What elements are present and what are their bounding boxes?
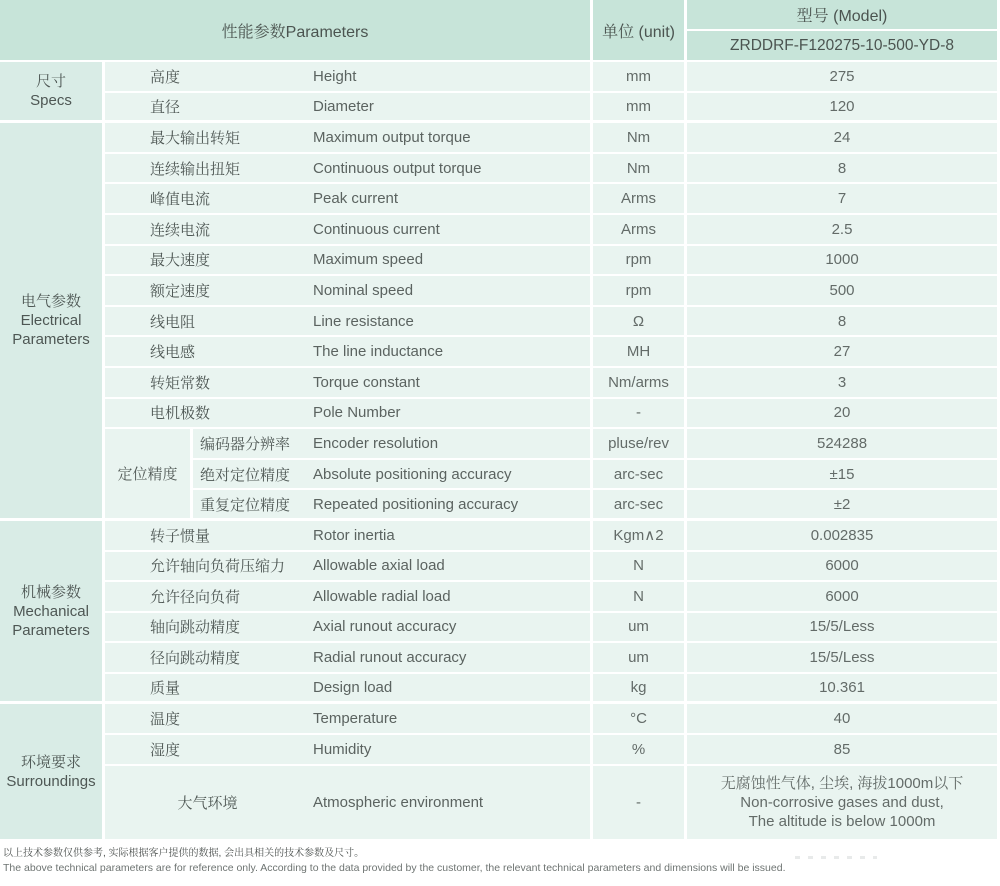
- value-cell: 1000: [687, 246, 1000, 277]
- value-cell: 8: [687, 307, 1000, 338]
- unit-cell: kg: [593, 674, 687, 705]
- table-row: [0, 704, 1000, 735]
- value-cell: 8: [687, 154, 1000, 185]
- param-name-en: Design load: [313, 679, 393, 697]
- unit-cell: mm: [593, 93, 687, 124]
- param-name-en: Continuous output torque: [313, 159, 482, 177]
- table-row: [0, 521, 1000, 552]
- model-number: ZRDDRF-F120275-10-500-YD-8: [687, 31, 1000, 62]
- param-name-zh: 湿度: [150, 741, 181, 759]
- model-header: 型号 (Model): [687, 0, 1000, 31]
- param-name-cell: [193, 429, 593, 460]
- param-name-cell: [193, 460, 593, 491]
- unit-header: 单位 (unit): [593, 0, 687, 62]
- table-row: [0, 766, 1000, 842]
- unit-cell: °C: [593, 704, 687, 735]
- table-row: [0, 307, 1000, 338]
- value-line: The altitude is below 1000m: [748, 812, 936, 830]
- param-name-cell: [105, 215, 593, 246]
- value-cell: 500: [687, 276, 1000, 307]
- unit-cell: arc-sec: [593, 490, 687, 521]
- value-cell: 40: [687, 704, 1000, 735]
- section-group-cell: [0, 62, 105, 123]
- param-name-en: Repeated positioning accuracy: [313, 495, 519, 513]
- value-cell: [687, 766, 1000, 842]
- param-name-en: Encoder resolution: [313, 434, 439, 452]
- param-name-cell: [105, 399, 593, 430]
- table-row: [0, 582, 1000, 613]
- param-name-cell: [105, 704, 593, 735]
- value-cell: ±2: [687, 490, 1000, 521]
- unit-cell: -: [593, 766, 687, 842]
- param-name-cell: [105, 246, 593, 277]
- param-name-en: Axial runout accuracy: [313, 618, 457, 636]
- value-cell: 3: [687, 368, 1000, 399]
- unit-cell: rpm: [593, 276, 687, 307]
- param-name-cell: [105, 337, 593, 368]
- param-name-en: Absolute positioning accuracy: [313, 465, 512, 483]
- param-name-cell: [105, 93, 593, 124]
- unit-cell: Nm: [593, 154, 687, 185]
- param-name-cell: [105, 552, 593, 583]
- value-cell: 10.361: [687, 674, 1000, 705]
- section-group-cell: [0, 123, 105, 521]
- table-row: [0, 93, 1000, 124]
- param-name-cell: [105, 613, 593, 644]
- param-name-en: Torque constant: [313, 373, 420, 391]
- unit-cell: rpm: [593, 246, 687, 277]
- value-cell: 15/5/Less: [687, 643, 1000, 674]
- table-row: [0, 613, 1000, 644]
- param-name-en: Nominal speed: [313, 281, 414, 299]
- param-name-cell: [105, 368, 593, 399]
- unit-cell: Nm: [593, 123, 687, 154]
- param-name-zh: 绝对定位精度: [200, 466, 291, 484]
- unit-cell: pluse/rev: [593, 429, 687, 460]
- param-name-zh: 轴向跳动精度: [150, 619, 241, 637]
- param-name-cell: [105, 184, 593, 215]
- value-line: Non-corrosive gases and dust,: [740, 793, 944, 811]
- value-cell: 20: [687, 399, 1000, 430]
- param-name-en: Radial runout accuracy: [313, 649, 467, 667]
- param-name-cell: [105, 735, 593, 766]
- param-name-en: Humidity: [313, 740, 372, 758]
- value-cell: 524288: [687, 429, 1000, 460]
- param-name-zh: 高度: [150, 68, 181, 86]
- parameters-header: 性能参数Parameters: [0, 0, 593, 62]
- footnote-en: The above technical parameters are for reference only. According to the data provided by the customer, the relevant technical parameters and dimensions will be issued.: [3, 861, 786, 874]
- param-name-cell: [105, 521, 593, 552]
- table-row: [0, 123, 1000, 154]
- table-row: [0, 643, 1000, 674]
- subgroup-cell: 定位精度: [105, 429, 193, 521]
- param-name-en: Line resistance: [313, 312, 414, 330]
- param-name-cell: [105, 582, 593, 613]
- value-cell: 0.002835: [687, 521, 1000, 552]
- section-label-en: Surroundings: [6, 772, 96, 790]
- table-row: [0, 735, 1000, 766]
- table-row: [0, 246, 1000, 277]
- param-name-zh: 重复定位精度: [200, 496, 291, 514]
- table-header: [0, 0, 1000, 62]
- param-name-cell: [105, 307, 593, 338]
- value-cell: 6000: [687, 582, 1000, 613]
- param-name-zh: 编码器分辨率: [200, 435, 291, 453]
- value-cell: ±15: [687, 460, 1000, 491]
- table-row: [0, 215, 1000, 246]
- section-label-en: Specs: [30, 92, 72, 110]
- table-row: [0, 399, 1000, 430]
- section-label-zh: 机械参数: [20, 583, 81, 601]
- value-cell: 120: [687, 93, 1000, 124]
- table-row: [0, 552, 1000, 583]
- table-row: [0, 276, 1000, 307]
- param-name-zh: 温度: [150, 711, 181, 729]
- param-name-cell: [105, 123, 593, 154]
- unit-cell: Arms: [593, 215, 687, 246]
- value-cell: 27: [687, 337, 1000, 368]
- param-name-en: Rotor inertia: [313, 526, 395, 544]
- param-name-en: Height: [313, 67, 357, 85]
- section-group-cell: [0, 704, 105, 841]
- section-label-zh: 电气参数: [20, 293, 81, 311]
- value-cell: 85: [687, 735, 1000, 766]
- param-name-en: The line inductance: [313, 343, 444, 361]
- param-name-en: Temperature: [313, 710, 398, 728]
- param-name-en: Peak current: [313, 190, 399, 208]
- param-name-zh: 质量: [150, 680, 181, 698]
- param-name-cell: [105, 154, 593, 185]
- param-name-zh: 电机极数: [150, 405, 211, 423]
- value-cell: 15/5/Less: [687, 613, 1000, 644]
- param-name-zh: 线电阻: [150, 313, 196, 331]
- param-name-en: Allowable axial load: [313, 557, 445, 575]
- value-line: 无腐蚀性气体, 尘埃, 海拔1000m以下: [720, 774, 964, 792]
- section-label-zh: 尺寸: [35, 73, 66, 91]
- param-name-en: Continuous current: [313, 220, 440, 238]
- param-name-cell: [193, 490, 593, 521]
- unit-cell: N: [593, 582, 687, 613]
- unit-cell: Arms: [593, 184, 687, 215]
- param-name-cell: [105, 674, 593, 705]
- param-name-zh: 连续输出扭矩: [150, 160, 241, 178]
- section-label-en: Electrical Parameters: [12, 312, 90, 349]
- param-name-zh: 转子惯量: [150, 527, 211, 545]
- unit-cell: arc-sec: [593, 460, 687, 491]
- unit-cell: um: [593, 643, 687, 674]
- param-name-en: Atmospheric environment: [313, 793, 484, 811]
- param-name-en: Diameter: [313, 97, 374, 115]
- table-row: [0, 429, 1000, 460]
- unit-cell: Nm/arms: [593, 368, 687, 399]
- table-row: [0, 62, 1000, 93]
- value-cell: 7: [687, 184, 1000, 215]
- param-name-cell: [105, 62, 593, 93]
- table-row: [0, 154, 1000, 185]
- section-label-zh: 环境要求: [20, 753, 81, 771]
- table-row: [0, 368, 1000, 399]
- unit-cell: Ω: [593, 307, 687, 338]
- param-name-zh: 最大速度: [150, 252, 211, 270]
- param-name-zh: 允许轴向负荷压缩力: [150, 558, 286, 576]
- value-cell: 2.5: [687, 215, 1000, 246]
- param-name-zh: 线电感: [150, 344, 196, 362]
- footnotes: [0, 842, 1000, 886]
- param-name-zh: 径向跳动精度: [150, 650, 241, 668]
- param-name-en: Allowable radial load: [313, 587, 451, 605]
- section-group-cell: [0, 521, 105, 705]
- unit-cell: %: [593, 735, 687, 766]
- unit-cell: Kgm∧2: [593, 521, 687, 552]
- table-row: [0, 337, 1000, 368]
- section-label-en: Mechanical Parameters: [12, 602, 90, 639]
- unit-cell: um: [593, 613, 687, 644]
- faint-watermark-artifact: [795, 856, 877, 859]
- param-name-zh: 大气环境: [177, 794, 238, 812]
- unit-cell: -: [593, 399, 687, 430]
- param-name-zh: 允许径向负荷: [150, 588, 241, 606]
- param-name-zh: 最大输出转矩: [150, 129, 241, 147]
- param-name-zh: 额定速度: [150, 282, 211, 300]
- header-row: [0, 0, 1000, 31]
- value-cell: 6000: [687, 552, 1000, 583]
- param-name-en: Pole Number: [313, 404, 401, 422]
- value-cell: 24: [687, 123, 1000, 154]
- param-name-cell: [105, 766, 593, 842]
- unit-cell: N: [593, 552, 687, 583]
- param-name-zh: 直径: [150, 98, 181, 116]
- table-row: [0, 184, 1000, 215]
- param-name-zh: 转矩常数: [150, 374, 211, 392]
- param-name-cell: [105, 276, 593, 307]
- table-row: [0, 674, 1000, 705]
- param-name-cell: [105, 643, 593, 674]
- param-name-en: Maximum speed: [313, 251, 424, 269]
- footnote-zh: 以上技术参数仅供参考, 实际根据客户提供的数据, 会出具相关的技术参数及尺寸。: [3, 847, 365, 859]
- value-cell: 275: [687, 62, 1000, 93]
- unit-cell: mm: [593, 62, 687, 93]
- unit-cell: MH: [593, 337, 687, 368]
- param-name-en: Maximum output torque: [313, 128, 471, 146]
- param-name-zh: 连续电流: [150, 221, 211, 239]
- table-body: [0, 62, 1000, 842]
- param-name-zh: 峰值电流: [150, 191, 211, 209]
